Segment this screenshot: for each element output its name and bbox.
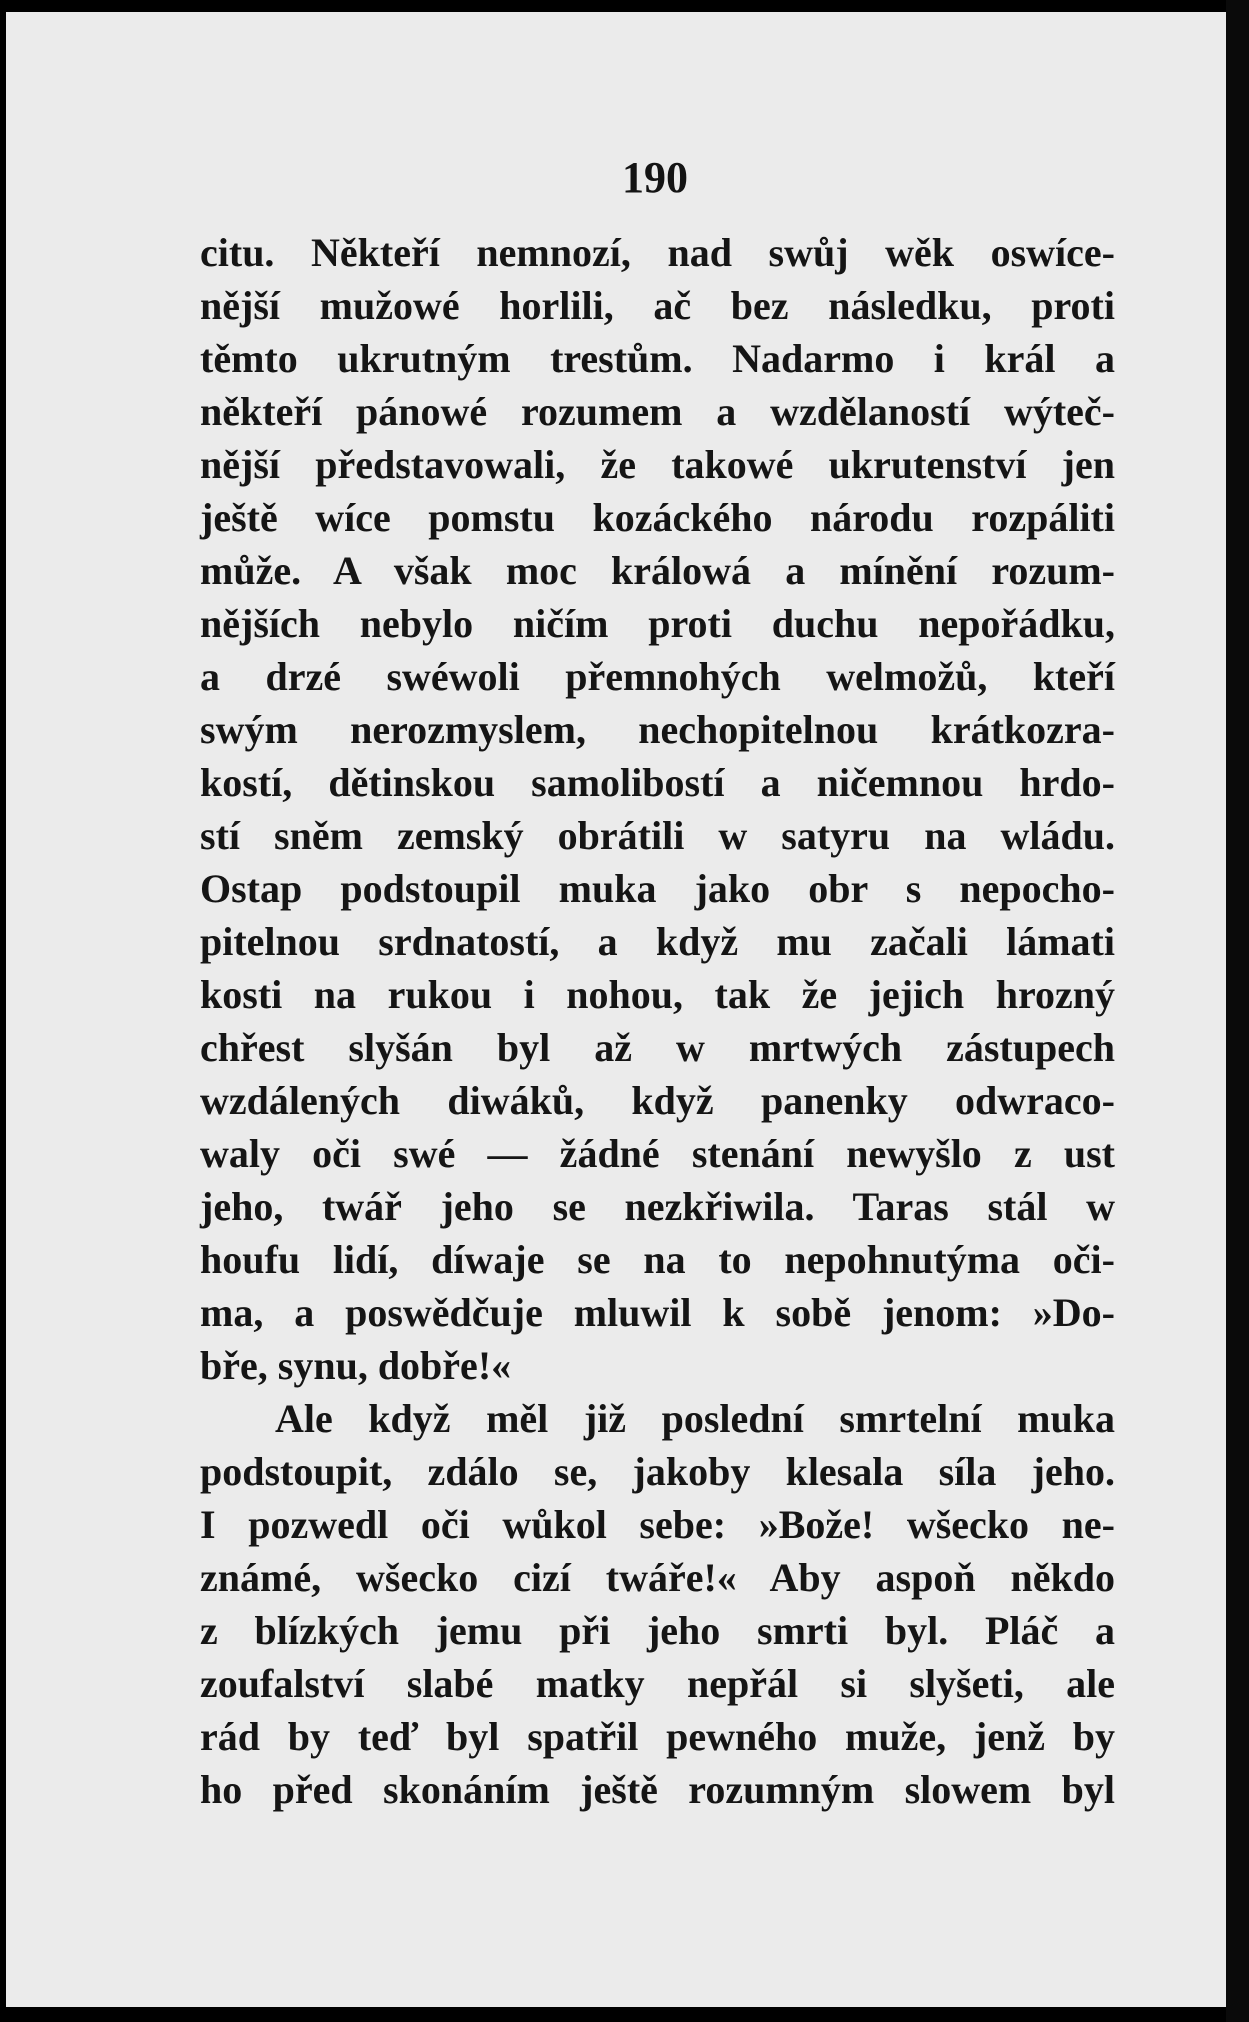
text-line: z blízkých jemu při jeho smrti byl. Pláč a — [200, 1608, 1115, 1653]
text-line: známé, wšecko cizí twáře!« Aby aspoň někdo — [200, 1555, 1115, 1600]
text-line: houfu lidí, díwaje se na to nepohnutýma oči- — [200, 1237, 1115, 1282]
text-line: waly oči swé — žádné stenání newyšlo z ust — [200, 1131, 1115, 1176]
text-line: citu. Někteří nemnozí, nad swůj wěk oswíce- — [200, 230, 1115, 275]
text-line: swým nerozmyslem, nechopitelnou krátkozra- — [200, 707, 1115, 752]
body-text — [200, 226, 1115, 1816]
text-line: I pozwedl oči wůkol sebe: »Bože! wšecko ne- — [200, 1502, 1115, 1547]
text-line: stí sněm zemský obrátili w satyru na wládu. — [200, 813, 1115, 858]
text-line: wzdálených diwáků, když panenky odwraco- — [200, 1078, 1115, 1123]
text-line: nější mužowé horlili, ač bez následku, proti — [200, 283, 1115, 328]
paragraph-start-line: Ale když měl již poslední smrtelní muka — [275, 1396, 1115, 1441]
text-line: kostí, dětinskou samolibostí a ničemnou hrdo- — [200, 760, 1115, 805]
text-line: pitelnou srdnatostí, a když mu začali lámati — [200, 919, 1115, 964]
text-line: a drzé swéwoli přemnohých welmožů, kteří — [200, 654, 1115, 699]
text-line: nějších nebylo ničím proti duchu nepořádku, — [200, 601, 1115, 646]
text-line: kosti na rukou i nohou, tak že jejich hrozný — [200, 972, 1115, 1017]
text-line: Ostap podstoupil muka jako obr s nepocho- — [200, 866, 1115, 911]
page-edge — [1226, 0, 1249, 2022]
text-line: těmto ukrutným trestům. Nadarmo i král a — [200, 336, 1115, 381]
text-line: může. A však moc králowá a mínění rozum- — [200, 548, 1115, 593]
text-line: rád by teď byl spatřil pewného muže, jenž by — [200, 1714, 1115, 1759]
text-line: někteří pánowé rozumem a wzdělaností wýteč- — [200, 389, 1115, 434]
text-line: chřest slyšán byl až w mrtwých zástupech — [200, 1025, 1115, 1070]
text-line: zoufalství slabé matky nepřál si slyšeti, ale — [200, 1661, 1115, 1706]
paragraph-end-line: bře, synu, dobře!« — [200, 1343, 512, 1388]
text-line: nější představowali, že takowé ukrutenství jen — [200, 442, 1115, 487]
text-line: ještě wíce pomstu kozáckého národu rozpáliti — [200, 495, 1115, 540]
text-line: jeho, twář jeho se nezkřiwila. Taras stál w — [200, 1184, 1115, 1229]
page-number: 190 — [622, 153, 688, 202]
text-line: ma, a poswědčuje mluwil k sobě jenom: »Do- — [200, 1290, 1115, 1335]
text-line: podstoupit, zdálo se, jakoby klesala síla jeho. — [200, 1449, 1115, 1494]
text-line: ho před skonáním ještě rozumným slowem byl — [200, 1767, 1115, 1812]
